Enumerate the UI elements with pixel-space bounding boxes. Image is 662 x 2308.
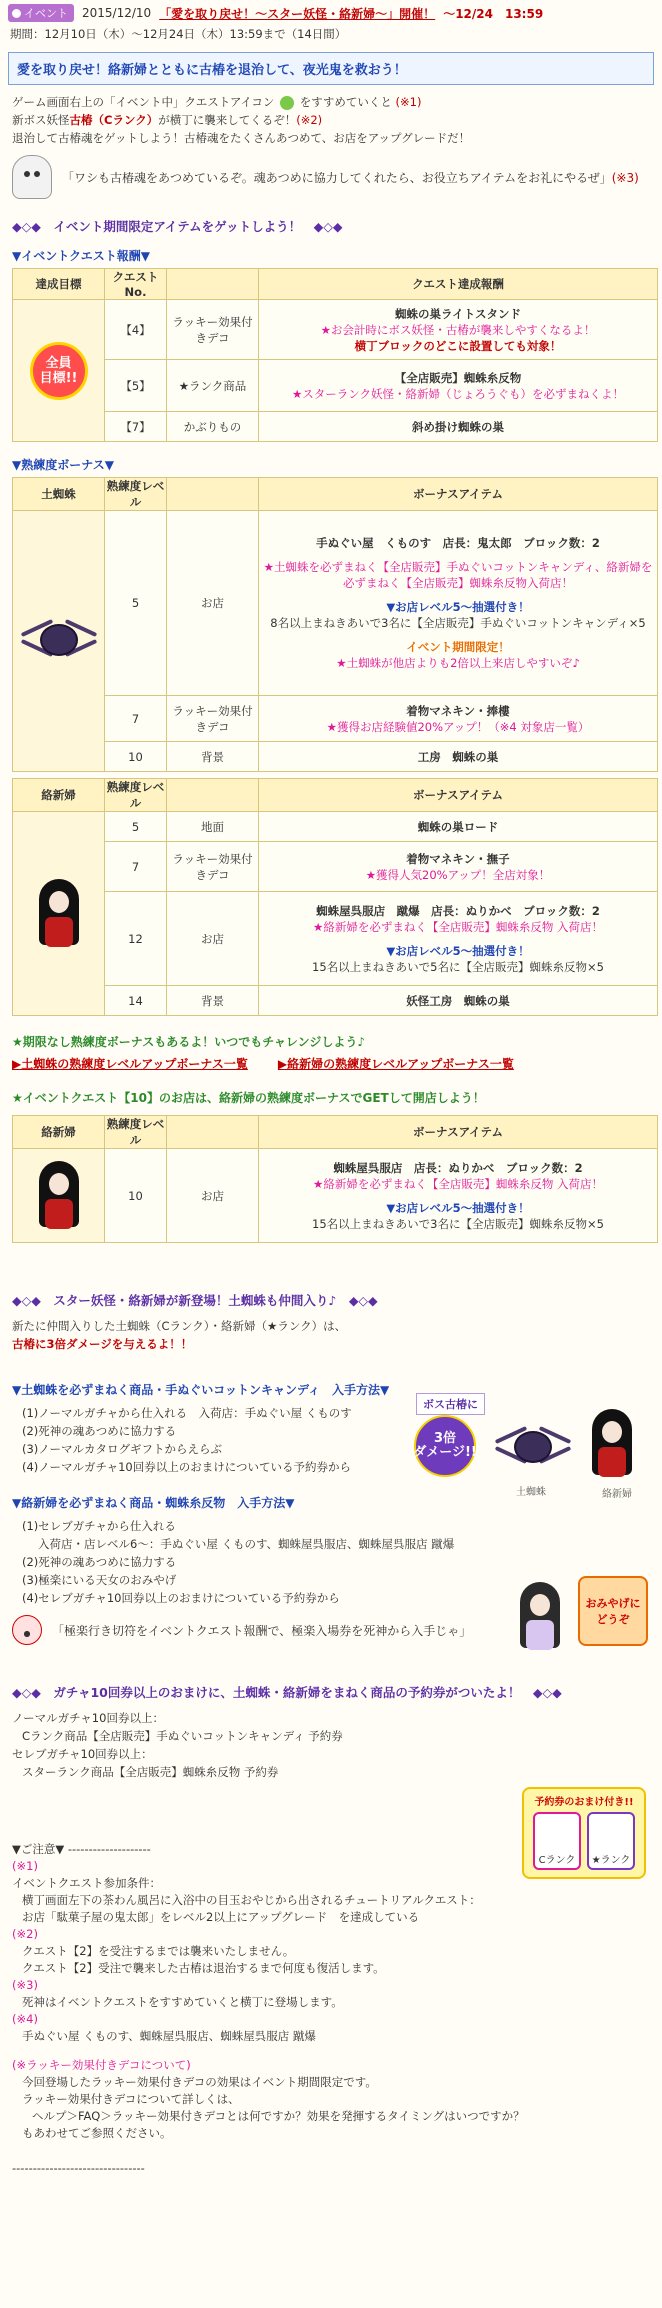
gift-badge: おみやげに どうぞ <box>578 1576 648 1646</box>
tsuchigumo-table <box>12 477 658 772</box>
bonus-cell: 蜘蛛の巣ロード <box>259 812 658 842</box>
type-cell: ラッキー効果付きデコ <box>167 842 259 892</box>
jorougumo-pic-cell <box>13 812 105 1016</box>
triple-damage-bubble: 3倍 ダメージ!! <box>414 1415 476 1477</box>
coupon-image: 予約券のおまけ付き!! Cランク ★ランク <box>522 1787 646 1879</box>
quest-crown-icon <box>280 96 294 110</box>
cotton-candy-list: (1)ノーマルガチャから仕入れる 入荷店：手ぬぐい屋 くものす (2)死神の魂あつめに協力する (3)ノーマルカタログギフトからえらぶ (4)ノーマルガチャ10回券以上のおまけについている予約券から <box>22 1406 352 1474</box>
level-cell: 5 <box>105 812 167 842</box>
bonus-cell: 蜘蛛屋呉服店 店長：ぬりかべ ブロック数：2 ★絡新婦を必ずまねく【全店販売】蜘蛛糸反物 入荷店！ ▼お店レベル5～抽選付き！ 15名以上まねきあいで3名に【全店販売】蜘蛛糸反物×5 <box>259 1149 658 1243</box>
section3-title: ◆◇◆ スター妖怪・絡新婦が新登場！土蜘蛛も仲間入り♪ ◆◇◆ <box>12 1293 378 1308</box>
quest-reward: 蜘蛛の巣ライトスタンド ★お会計時にボス妖怪・古椿が襲来しやすくなるよ！ 横丁ブロックのどこに設置しても対象！ <box>259 300 658 360</box>
tennyo-image <box>510 1580 580 1654</box>
section3-lead: 新たに仲間入りした土蜘蛛（Cランク）・絡新婦（★ランク）は、 古椿に3倍ダメージを与えるよ！！ <box>12 1319 347 1351</box>
type-cell: 背景 <box>167 986 259 1016</box>
coupon-star-card: ★ランク <box>587 1812 635 1870</box>
quest-type: かぶりもの <box>167 412 259 442</box>
bonus-cell: 妖怪工房 蜘蛛の巣 <box>259 986 658 1016</box>
mastery-links <box>4 1053 658 1076</box>
ticket-quote: 「極楽行き切符をイベントクエスト報酬で、極楽入場券を死神から入手じゃ」 <box>4 1609 658 1651</box>
boss-damage-image: ボス古椿に 3倍 ダメージ!! 土蜘蛛 絡新婦 <box>404 1393 654 1503</box>
th-level: 熟練度レベル <box>105 1116 167 1149</box>
jorougumo-table <box>12 778 658 1016</box>
quest-no: 【7】 <box>105 412 167 442</box>
quest-type: ラッキー効果付きデコ <box>167 300 259 360</box>
section4-title: ◆◇◆ ガチャ10回券以上のおまけに、土蜘蛛・絡新婦をまねく商品の予約券がついたよ！ ◆◇◆ <box>12 1685 562 1700</box>
level-cell: 7 <box>105 696 167 742</box>
th-bonus: ボーナスアイテム <box>259 779 658 812</box>
quote-block: 「ワシも古椿魂をあつめているぞ。魂あつめに協力してくれたら、お役立ちアイテムをお礼にやるぜ」(※3) <box>4 149 658 205</box>
event-header <box>4 0 658 22</box>
type-cell: お店 <box>167 511 259 696</box>
event-tag: イベント <box>8 4 74 22</box>
bonus-cell: 着物マネキン・捧樓 ★獲得お店経験値20%アップ！（※4 対象店一覧） <box>259 696 658 742</box>
th-blank <box>167 269 259 300</box>
tsuchigumo-bonus-link[interactable]: ▶土蜘蛛の熟練度レベルアップボーナス一覧 <box>12 1057 248 1071</box>
jorougumo-image <box>29 877 89 951</box>
omiyage-image <box>504 1576 654 1676</box>
level-cell: 5 <box>105 511 167 696</box>
level-cell: 7 <box>105 842 167 892</box>
th-yokai: 絡新婦 <box>13 779 105 812</box>
quest-no: 【4】 <box>105 300 167 360</box>
level-cell: 14 <box>105 986 167 1016</box>
quest-table <box>12 268 658 442</box>
th-level: 熟練度レベル <box>105 779 167 812</box>
event-period: 期間：12月10日（木）～12月24日（木）13:59まで（14日間） <box>10 27 347 41</box>
level-cell: 10 <box>105 742 167 772</box>
bonus-cell: 手ぬぐい屋 くものす 店長：鬼太郎 ブロック数：2 ★土蜘蛛を必ずまねく【全店販売】手ぬぐいコットンキャンディ、絡新婦を必ずまねく【全店販売】蜘蛛糸反物入荷店！ ▼お店レベル5～抽選付き！ 8名以上まねきあいで3名に【全店販売】手ぬぐいコットンキャンディ×5 イベント期間限定！ ★土蜘蛛が他店よりも2倍以上来店しやすいぞ♪ <box>259 511 658 696</box>
section1-title: ◆◇◆ イベント期間限定アイテムをゲットしよう！ ◆◇◆ <box>12 219 343 234</box>
coupon-c-card: Cランク <box>533 1812 581 1870</box>
type-cell: お店 <box>167 1149 259 1243</box>
th-reward: クエスト達成報酬 <box>259 269 658 300</box>
jorougumo-bonus-link[interactable]: ▶絡新婦の熟練度レベルアップボーナス一覧 <box>277 1057 514 1071</box>
type-cell: 地面 <box>167 812 259 842</box>
quote-text: 「ワシも古椿魂をあつめているぞ。魂あつめに協力してくれたら、お役立ちアイテムをお礼にやるぜ」 <box>62 170 612 185</box>
th-yokai: 土蜘蛛 <box>13 478 105 511</box>
all-goal-badge: 全員 目標!! <box>30 342 88 400</box>
tsuchigumo-pic-cell <box>13 511 105 772</box>
quest-type: ★ランク商品 <box>167 360 259 412</box>
event-title-link[interactable]: 「愛を取り戻せ！～スター妖怪・絡新婦～」開催！ <box>159 6 436 21</box>
th-blank <box>167 1116 259 1149</box>
intro: ゲーム画面右上の「イベント中」クエストアイコン をすすめていくと (※1) 新ボス妖怪古椿（Cランク）が横丁に襲来してくるぞ！(※2) 退治して古椿魂をゲットしよう！古椿魂をたくさんあつめて、お店をアップグレードだ！ <box>12 95 471 145</box>
jorougumo-pic-cell <box>13 1149 105 1243</box>
th-goal: 達成目標 <box>13 269 105 300</box>
th-blank <box>167 779 259 812</box>
mastery-title: ▼熟練度ボーナス▼ <box>12 458 114 472</box>
mastery-notice: ★期限なし熟練度ボーナスもあるよ！いつでもチャレンジしよう♪ <box>12 1035 365 1049</box>
quest-title: ▼イベントクエスト報酬▼ <box>12 249 150 263</box>
headline: 愛を取り戻せ！絡新婦とともに古椿を退治して、夜光鬼を救おう！ <box>8 52 654 85</box>
eyeball-icon <box>12 1615 42 1645</box>
gacha-list: ノーマルガチャ10回券以上： Cランク商品【全店販売】手ぬぐいコットンキャンディ 予約券 セレブガチャ10回券以上： スターランク商品【全店販売】蜘蛛糸反物 予約券 <box>12 1711 343 1779</box>
quest-no: 【5】 <box>105 360 167 412</box>
bonus-cell: 蜘蛛屋呉服店 蹴爆 店長：ぬりかべ ブロック数：2 ★絡新婦を必ずまねく【全店販売】蜘蛛糸反物 入荷店！ ▼お店レベル5～抽選付き！ 15名以上まねきあいで5名に【全店販売】蜘蛛糸反物×5 <box>259 892 658 986</box>
tsuchigumo-image <box>20 612 98 670</box>
caution: ▼ご注意▼ -------------------- (※1) イベントクエスト参加条件： 横丁画面左下の茶わん風呂に入浴中の目玉おやじから出されるチュートリアルクエスト： お店「駄菓子屋の鬼太郎」をレベル2以上にアップグレード を達成している (※2) クエスト【2】を受注するまでは襲来いたしません。 クエスト【2】受注で襲来した古椿は退治するまで何度も復活します。 (※3) 死神はイベントクエストをすすめていくと横丁に登場します。 (※4) 手ぬぐい屋 くものす、蜘蛛屋呉服店、蜘蛛屋呉服店 蹴爆 (※ラッキー効果付きデコについて) 今回登場したラッキー効果付きデコの効果はイベント期間限定です。 ラッキー効果付きデコについて詳しくは、 ヘルプ＞FAQ＞ラッキー効果付きデコとは何ですか？効果を発揮するタイミングはいつですか？ もあわせてご参照ください。 -------------------------------- <box>12 1842 525 2175</box>
type-cell: お店 <box>167 892 259 986</box>
silk-list: (1)セレブガチャから仕入れる 入荷店・店レベル6～：手ぬぐい屋 くものす、蜘蛛屋呉服店、蜘蛛屋呉服店 蹴爆 (2)死神の魂あつめに協力する (3)極楽にいる天女のおみやげ (4)セレブガチャ10回券以上のおまけについている予約券から <box>22 1519 455 1605</box>
quest-reward: 斜め掛け蜘蛛の巣 <box>259 412 658 442</box>
th-level: 熟練度レベル <box>105 478 167 511</box>
goal-cell <box>13 300 105 442</box>
type-cell: ラッキー効果付きデコ <box>167 696 259 742</box>
tsuchigumo-image <box>494 1419 572 1477</box>
th-bonus: ボーナスアイテム <box>259 1116 658 1149</box>
ghost-avatar <box>12 155 52 199</box>
th-bonus: ボーナスアイテム <box>259 478 658 511</box>
bonus-cell: 工房 蜘蛛の巣 <box>259 742 658 772</box>
event-until: ～12/24 13:59 <box>443 6 544 21</box>
bonus-cell: 着物マネキン・撫子 ★獲得人気20%アップ！全店対象！ <box>259 842 658 892</box>
type-cell: 背景 <box>167 742 259 772</box>
quest10-table <box>12 1115 658 1243</box>
th-quest-no: クエストNo. <box>105 269 167 300</box>
silk-title: ▼絡新婦を必ずまねく商品・蜘蛛糸反物 入手方法▼ <box>12 1496 295 1510</box>
jorougumo-image <box>582 1407 642 1481</box>
quest10-notice: ★イベントクエスト【10】のお店は、絡新婦の熟練度ボーナスでGETして開店しよう！ <box>12 1091 485 1105</box>
level-cell: 12 <box>105 892 167 986</box>
level-cell: 10 <box>105 1149 167 1243</box>
th-yokai: 絡新婦 <box>13 1116 105 1149</box>
jorougumo-image <box>29 1159 89 1233</box>
event-date: 2015/12/10 <box>82 6 152 20</box>
cotton-candy-title: ▼土蜘蛛を必ずまねく商品・手ぬぐいコットンキャンディ 入手方法▼ <box>12 1383 390 1397</box>
event-dot-icon <box>12 9 21 18</box>
quest-reward: 【全店販売】蜘蛛糸反物 ★スターランク妖怪・絡新婦（じょろうぐも）を必ずまねくよ！ <box>259 360 658 412</box>
th-blank <box>167 478 259 511</box>
